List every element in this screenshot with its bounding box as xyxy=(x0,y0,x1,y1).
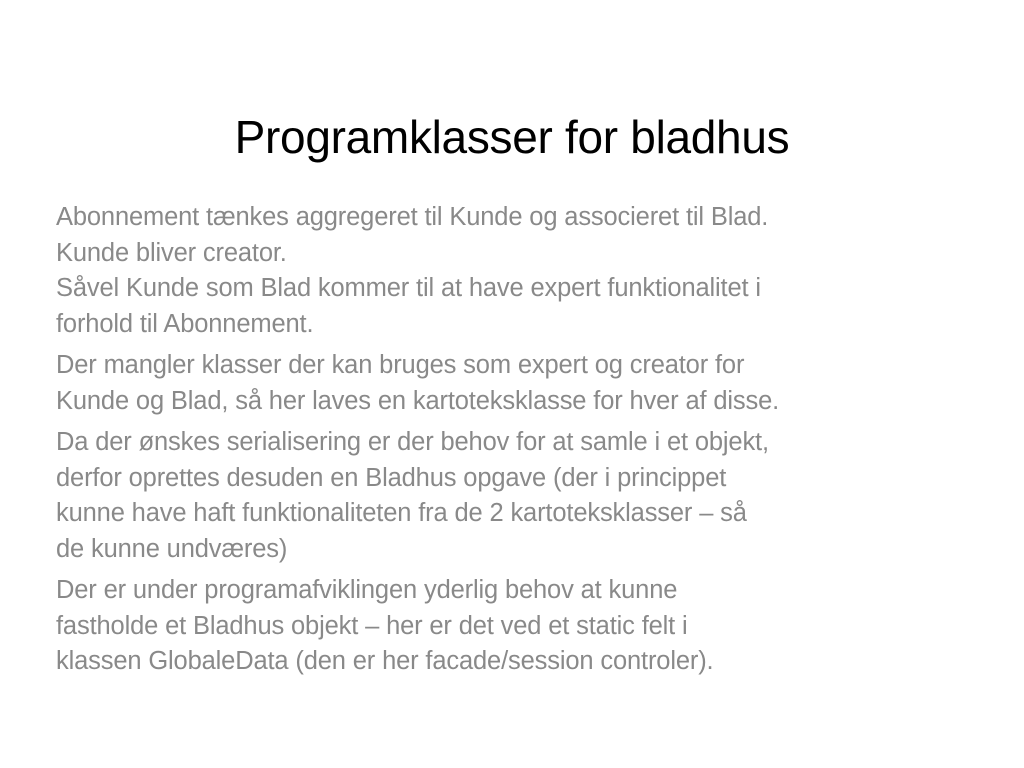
paragraph-line: Såvel Kunde som Blad kommer til at have expert funktionalitet i xyxy=(56,274,761,302)
paragraph-line: Da der ønskes serialisering er der behov for at samle i et objekt, xyxy=(56,428,769,456)
paragraph-line: Kunde og Blad, så her laves en kartoteksklasse for hver af disse. xyxy=(56,386,780,415)
paragraph-3 xyxy=(56,425,996,567)
paragraph-line: forhold til Abonnement. xyxy=(56,309,314,338)
paragraph-line: Abonnement tænkes aggregeret til Kunde og associeret til Blad. xyxy=(56,203,769,231)
paragraph-1 xyxy=(56,200,996,342)
paragraph-line: klassen GlobaleData (den er her facade/session controler). xyxy=(56,647,714,675)
paragraph-line: kunne have haft funktionaliteten fra de 2 kartoteksklasser – så xyxy=(56,499,747,527)
paragraph-line: derfor oprettes desuden en Bladhus opgave (der i princippet xyxy=(56,463,727,492)
paragraph-line: Kunde bliver creator. xyxy=(56,238,287,267)
slide-title: Programklasser for bladhus xyxy=(234,111,790,163)
paragraph-line: Der mangler klasser der kan bruges som expert og creator for xyxy=(56,351,745,379)
paragraph-line: fastholde et Bladhus objekt – her er det ved et static felt i xyxy=(56,611,688,640)
paragraph-2 xyxy=(56,348,996,419)
paragraph-line: Der er under programafviklingen yderlig behov at kunne xyxy=(56,576,678,604)
paragraph-4 xyxy=(56,573,996,680)
slide-body xyxy=(56,200,996,686)
paragraph-line: de kunne undværes) xyxy=(56,534,288,563)
